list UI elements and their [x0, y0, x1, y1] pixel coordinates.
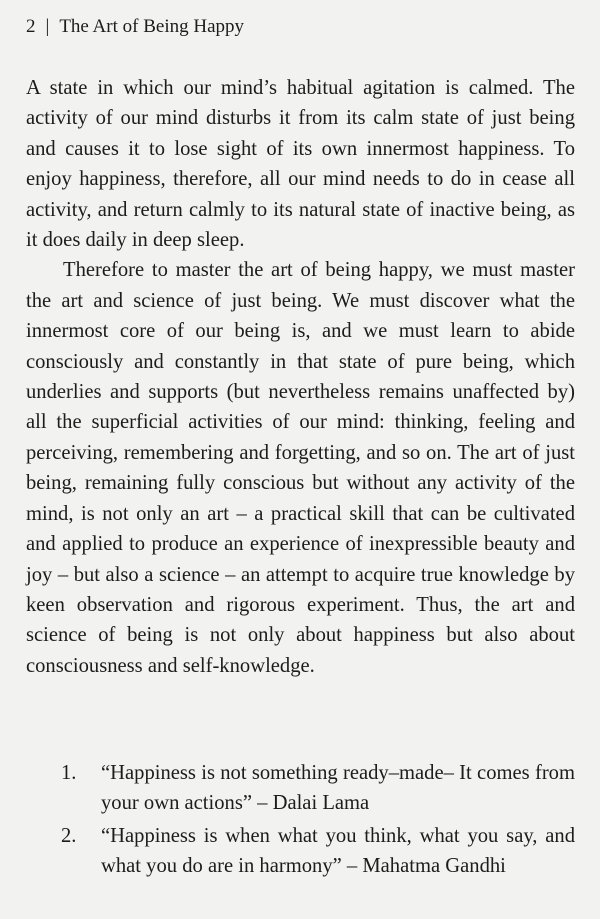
page-number: 2 [26, 16, 36, 37]
header-separator: | [45, 16, 50, 37]
running-header [26, 14, 244, 40]
quote-number-1: 1. [61, 762, 77, 784]
quote-item-2 [26, 821, 575, 882]
quote-item-1 [26, 758, 575, 819]
quote-list [26, 758, 575, 884]
quote-text-2: “Happiness is when what you think, what you say, and what you do are in harmony” – Mahatma Gandhi [101, 824, 575, 878]
paragraph-2: Therefore to master the art of being happy, we must master the art and science of just being. We must discover what the innermost core of our being is, and we must learn to abide consciously and constantly in that state of pure being, which underlies and supports (but nevertheless remains unaffected by) all the superficial activities of our mind: thinking, feeling and perceiving, remembering and forgetting, and so on. The art of just being, remaining fully conscious but without any activity of the mind, is not only an art – a practical skill that can be cultivated and applied to produce an experience of inexpressible beauty and joy – but also a science – an attempt to acquire true knowledge by keen observation and rigorous experiment. Thus, the art and science of being is not only about happiness but also about consciousness and self-knowledge. [26, 259, 575, 677]
body-text [26, 73, 575, 681]
book-title: The Art of Being Happy [59, 16, 244, 37]
quote-text-1: “Happiness is not something ready–made– It comes from your own actions” – Dalai Lama [101, 762, 575, 815]
paragraph-1: A state in which our mind’s habitual agitation is calmed. The activity of our mind disturbs it from its calm state of just being and causes it to lose sight of its own innermost happiness. To enjoy happiness, therefore, all our mind needs to do in cease all activity, and return calmly to its natural state of inactive being, as it does daily in deep sleep. [26, 77, 575, 252]
quote-number-2: 2. [61, 824, 77, 847]
